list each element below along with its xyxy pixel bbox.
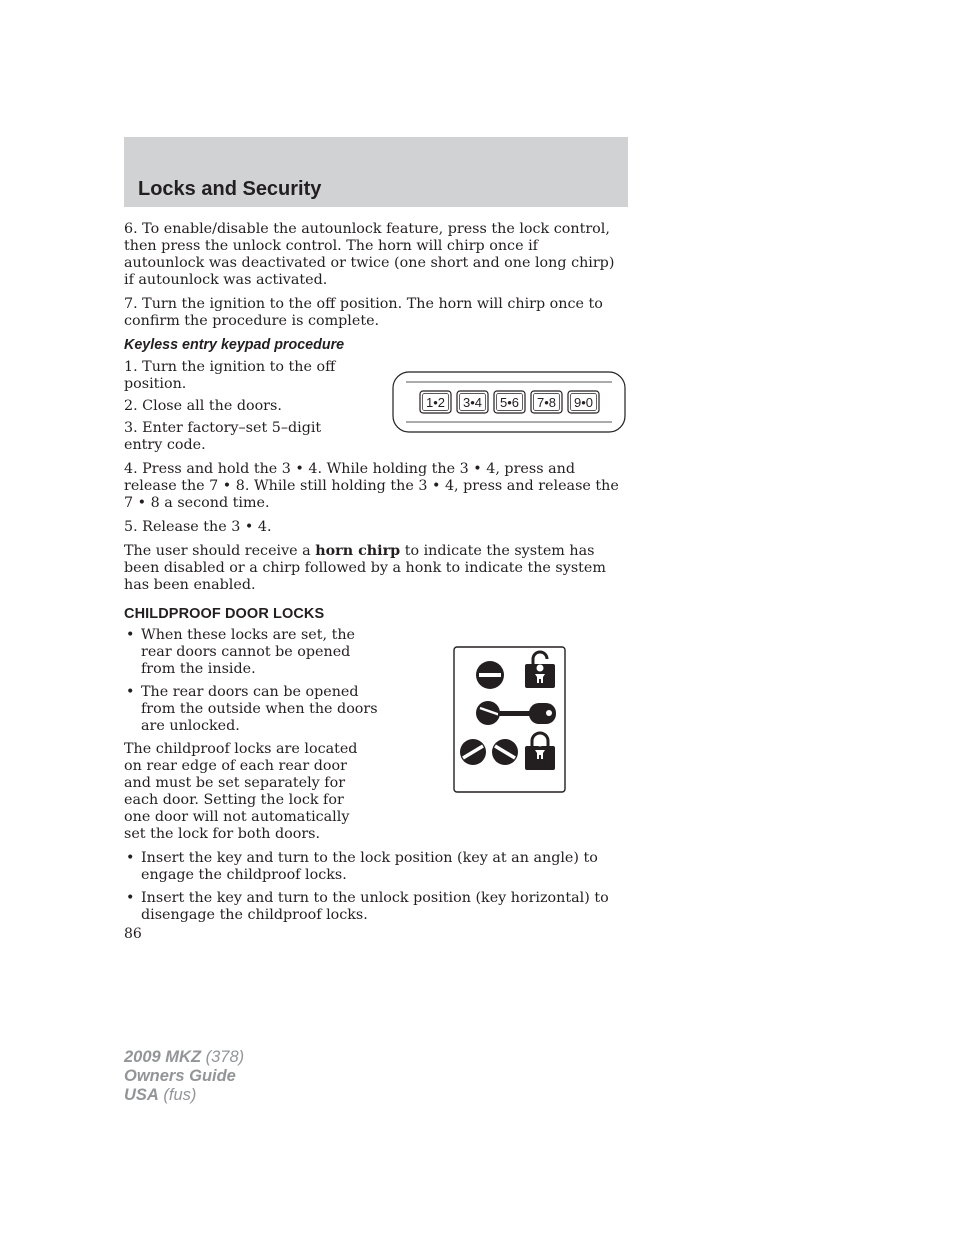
keypad-button-label-2: 3•4 xyxy=(462,395,483,410)
unlock-position-icon xyxy=(476,661,504,689)
childproof-location-text: The childproof locks are located on rear edge of each rear door and must be set separately for each door. Setting the lock for one door will not automatically set the lock for both doors. xyxy=(124,741,358,842)
keypad-step-3: 3. Enter factory–set 5–digit entry code. xyxy=(124,420,322,453)
childproof-bullets-top xyxy=(124,627,382,735)
footer-line-3 xyxy=(124,1086,244,1105)
page-content xyxy=(124,221,619,930)
keypad-button-label-1: 1•2 xyxy=(425,395,446,410)
keypad-result-paragraph xyxy=(124,543,619,594)
keypad-button-label-3: 5•6 xyxy=(499,395,520,410)
childproof-bullet-4: • Insert the key and turn to the unlock position (key horizontal) to disengage the childproof locks. xyxy=(124,890,619,924)
result-text-before: The user should receive a xyxy=(124,543,316,559)
footer-model: 2009 MKZ xyxy=(124,1048,202,1066)
horn-chirp-emphasis: horn chirp xyxy=(315,543,401,559)
step-6-paragraph: 6. To enable/disable the autounlock feature, press the lock control, then press the unlock control. The horn will chirp once if autounlock was deactivated or twice (one short and one long chirp) if autounlock was activated. xyxy=(124,221,615,288)
footer-line-1 xyxy=(124,1048,244,1067)
page-number: 86 xyxy=(124,926,142,942)
keypad-step-2: 2. Close all the doors. xyxy=(124,398,282,414)
childproof-bullet-3: • Insert the key and turn to the lock position (key at an angle) to engage the childproof locks. xyxy=(124,850,619,884)
step-7-paragraph: 7. Turn the ignition to the off position. The horn will chirp once to confirm the procedure is complete. xyxy=(124,296,603,329)
childproof-bullet-1: • When these locks are set, the rear doors cannot be opened from the inside. xyxy=(124,627,382,678)
keypad-button-label-4: 7•8 xyxy=(536,395,557,410)
page-title: Locks and Security xyxy=(138,178,322,200)
footer-region: USA xyxy=(124,1086,159,1104)
result-text-after: to indicate the system has been disabled or a chirp followed by a honk to indicate the system has been enabled. xyxy=(124,543,606,593)
footer-model-code: (378) xyxy=(201,1048,245,1066)
footer-region-code: (fus) xyxy=(158,1086,197,1104)
childproof-bullet-2: • The rear doors can be opened from the outside when the doors are unlocked. xyxy=(124,684,382,735)
childproof-bullets-bottom xyxy=(124,850,619,924)
footer-line-2: Owners Guide xyxy=(124,1067,236,1085)
keypad-step-4: 4. Press and hold the 3 • 4. While holding the 3 • 4, press and release the 7 • 8. While still holding the 3 • 4, press and release the 7 • 8 a second time. xyxy=(124,461,619,511)
keypad-step-1: 1. Turn the ignition to the off position. xyxy=(124,359,336,392)
footer-doc-info xyxy=(124,1048,244,1105)
childproof-heading: CHILDPROOF DOOR LOCKS xyxy=(124,606,325,622)
keypad-button-label-5: 9•0 xyxy=(573,395,594,410)
keypad-illustration-icon xyxy=(392,371,626,433)
keypad-procedure-heading: Keyless entry keypad procedure xyxy=(124,337,345,353)
keypad-step-5: 5. Release the 3 • 4. xyxy=(124,519,272,535)
childproof-lock-diagram-icon xyxy=(453,646,566,793)
section-header-band xyxy=(124,137,628,207)
